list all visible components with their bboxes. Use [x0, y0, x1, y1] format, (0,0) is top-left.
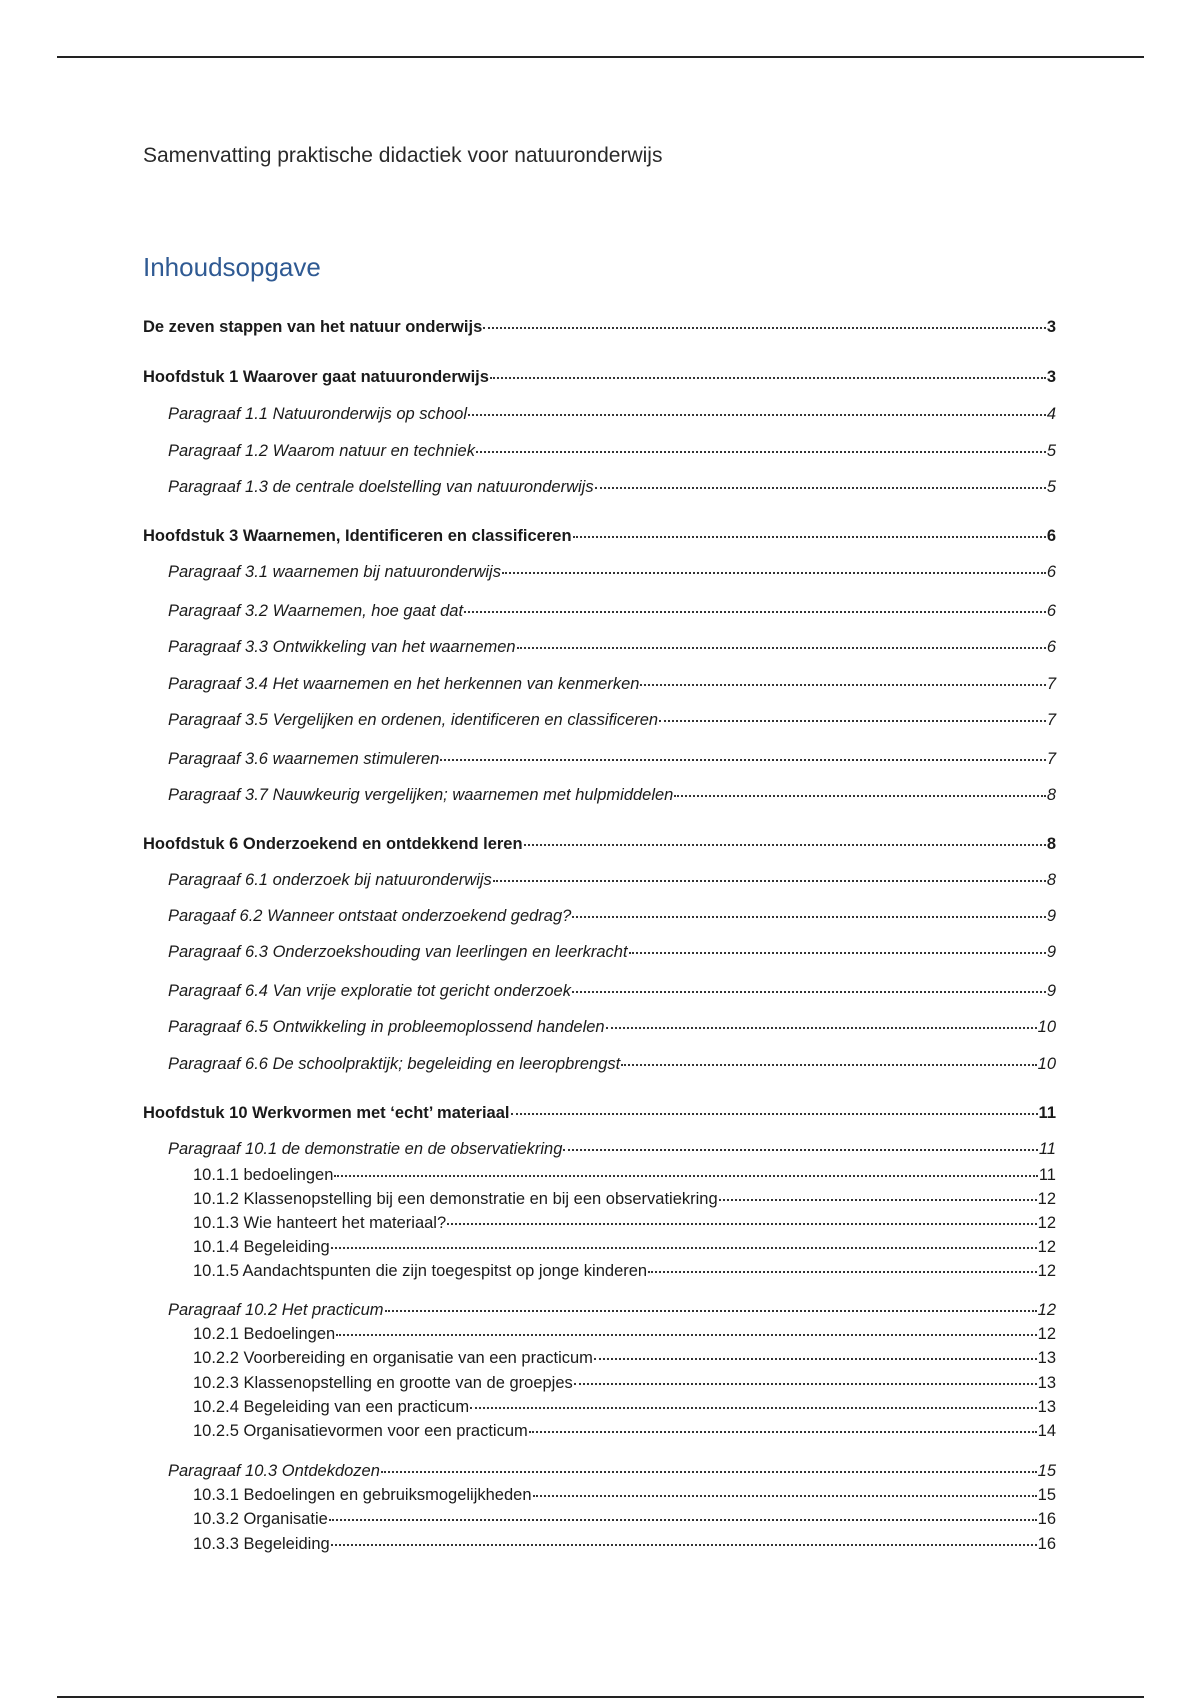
toc-entry-title: Paragraaf 3.4 Het waarnemen en het herkennen van kenmerken [168, 675, 640, 693]
toc-entry-title: Paragaaf 6.2 Wanneer ontstaat onderzoekend gedrag? [168, 907, 572, 925]
toc-entry-page: 6 [1046, 527, 1056, 545]
toc-entry[interactable] [193, 1166, 1056, 1185]
toc-entry-page: 12 [1037, 1301, 1056, 1319]
toc-entry-title: Paragraaf 3.6 waarnemen stimuleren [168, 750, 440, 768]
toc-entry[interactable] [193, 1238, 1056, 1257]
toc-dot-leader [447, 1223, 1036, 1225]
toc-entry-title: 10.3.3 Begeleiding [193, 1535, 330, 1553]
toc-entry[interactable] [193, 1398, 1056, 1417]
toc-entry-page: 7 [1046, 750, 1056, 768]
toc-entry[interactable] [143, 368, 1056, 387]
toc-entry-page: 11 [1038, 1166, 1056, 1184]
toc-dot-leader [529, 1431, 1037, 1433]
toc-entry-title: 10.1.4 Begeleiding [193, 1238, 330, 1256]
toc-entry[interactable] [168, 1018, 1056, 1037]
toc-dot-leader [659, 720, 1046, 722]
toc-entry-page: 13 [1037, 1349, 1056, 1367]
toc-dot-leader [719, 1199, 1037, 1201]
toc-dot-leader [490, 377, 1046, 379]
toc-entry-page: 9 [1046, 943, 1056, 961]
toc-dot-leader [493, 880, 1046, 882]
toc-entry-page: 8 [1046, 871, 1056, 889]
toc-entry-title: Paragraaf 6.6 De schoolpraktijk; begeleiding en leeropbrengst [168, 1055, 621, 1073]
toc-entry-title: Paragraaf 3.3 Ontwikkeling van het waarnemen [168, 638, 516, 656]
toc-dot-leader [464, 611, 1046, 613]
toc-entry[interactable] [143, 318, 1056, 337]
toc-entry[interactable] [193, 1349, 1056, 1368]
toc-entry[interactable] [168, 1140, 1056, 1159]
toc-dot-leader [483, 327, 1046, 329]
toc-entry-title: Hoofdstuk 6 Onderzoekend en ontdekkend leren [143, 835, 523, 853]
toc-entry-page: 13 [1037, 1374, 1056, 1392]
toc-dot-leader [511, 1113, 1038, 1115]
footer-rule [57, 1696, 1144, 1698]
toc-entry[interactable] [168, 563, 1056, 582]
toc-entry-title: Paragraaf 1.3 de centrale doelstelling van natuuronderwijs [168, 478, 594, 496]
toc-entry-page: 6 [1046, 638, 1056, 656]
toc-entry[interactable] [193, 1486, 1056, 1505]
toc-entry-title: Paragraaf 6.5 Ontwikkeling in probleemoplossend handelen [168, 1018, 605, 1036]
toc-dot-leader [563, 1149, 1037, 1151]
toc-entry-page: 6 [1046, 602, 1056, 620]
toc-entry-page: 12 [1037, 1214, 1056, 1232]
toc-entry-page: 7 [1046, 711, 1056, 729]
toc-dot-leader [594, 1358, 1037, 1360]
toc-entry-title: Paragraaf 10.2 Het practicum [168, 1301, 384, 1319]
toc-dot-leader [595, 487, 1046, 489]
toc-dot-leader [629, 952, 1046, 954]
document-title: Samenvatting praktische didactiek voor natuuronderwijs [143, 144, 663, 167]
toc-dot-leader [331, 1544, 1037, 1546]
toc-entry-title: Paragraaf 10.1 de demonstratie en de observatiekring [168, 1140, 563, 1158]
toc-entry[interactable] [168, 442, 1056, 461]
toc-entry[interactable] [143, 527, 1056, 546]
toc-entry-title: 10.1.1 bedoelingen [193, 1166, 334, 1184]
toc-entry-title: Paragraaf 3.5 Vergelijken en ordenen, identificeren en classificeren [168, 711, 659, 729]
toc-entry[interactable] [193, 1325, 1056, 1344]
toc-dot-leader [572, 916, 1045, 918]
toc-dot-leader [381, 1471, 1037, 1473]
toc-entry-title: Paragraaf 1.1 Natuuronderwijs op school [168, 405, 468, 423]
toc-entry-page: 3 [1046, 318, 1056, 336]
toc-entry-page: 7 [1046, 675, 1056, 693]
toc-dot-leader [574, 1383, 1037, 1385]
toc-entry[interactable] [193, 1262, 1056, 1281]
toc-dot-leader [674, 795, 1045, 797]
toc-entry-page: 11 [1038, 1140, 1056, 1158]
toc-entry-title: 10.2.4 Begeleiding van een practicum [193, 1398, 470, 1416]
toc-entry-page: 12 [1037, 1190, 1056, 1208]
toc-dot-leader [331, 1247, 1037, 1249]
toc-entry-title: Hoofdstuk 1 Waarover gaat natuuronderwijs [143, 368, 489, 386]
toc-entry[interactable] [168, 907, 1056, 926]
toc-dot-leader [621, 1064, 1036, 1066]
toc-entry[interactable] [168, 786, 1056, 805]
toc-entry[interactable] [193, 1510, 1056, 1529]
toc-entry-title: Paragraaf 6.3 Onderzoekshouding van leerlingen en leerkracht [168, 943, 628, 961]
toc-entry-title: Paragraaf 6.4 Van vrije exploratie tot gericht onderzoek [168, 982, 571, 1000]
toc-entry-title: 10.2.5 Organisatievormen voor een practicum [193, 1422, 528, 1440]
toc-entry-page: 10 [1037, 1018, 1056, 1036]
toc-entry[interactable] [143, 835, 1056, 854]
toc-entry[interactable] [168, 750, 1056, 769]
toc-entry-page: 15 [1037, 1462, 1056, 1480]
toc-dot-leader [648, 1271, 1037, 1273]
toc-entry[interactable] [168, 982, 1056, 1001]
toc-dot-leader [385, 1310, 1037, 1312]
toc-entry-page: 16 [1037, 1510, 1056, 1528]
toc-heading: Inhoudsopgave [143, 252, 321, 282]
toc-dot-leader [572, 991, 1046, 993]
toc-entry-page: 16 [1037, 1535, 1056, 1553]
toc-entry[interactable] [193, 1190, 1056, 1209]
toc-entry-page: 15 [1037, 1486, 1056, 1504]
toc-entry[interactable] [168, 1301, 1056, 1320]
toc-entry-page: 4 [1046, 405, 1056, 423]
toc-entry[interactable] [168, 602, 1056, 621]
toc-entry[interactable] [168, 478, 1056, 497]
toc-dot-leader [470, 1407, 1037, 1409]
toc-dot-leader [336, 1334, 1036, 1336]
toc-entry[interactable] [168, 711, 1056, 730]
toc-entry-title: 10.1.2 Klassenopstelling bij een demonstratie en bij een observatiekring [193, 1190, 718, 1208]
toc-entry-page: 8 [1046, 786, 1056, 804]
toc-entry[interactable] [193, 1374, 1056, 1393]
toc-entry-title: Paragraaf 3.2 Waarnemen, hoe gaat dat [168, 602, 464, 620]
toc-entry[interactable] [168, 1055, 1056, 1074]
toc-entry[interactable] [168, 1462, 1056, 1481]
toc-entry-title: Paragraaf 3.7 Nauwkeurig vergelijken; waarnemen met hulpmiddelen [168, 786, 674, 804]
toc-dot-leader [329, 1519, 1037, 1521]
toc-entry-title: 10.1.5 Aandachtspunten die zijn toegespitst op jonge kinderen [193, 1262, 648, 1280]
toc-dot-leader [573, 536, 1046, 538]
toc-dot-leader [524, 844, 1046, 846]
toc-entry-title: 10.1.3 Wie hanteert het materiaal? [193, 1214, 447, 1232]
toc-entry-title: Paragraaf 3.1 waarnemen bij natuuronderwijs [168, 563, 501, 581]
toc-entry-title: Hoofdstuk 10 Werkvormen met ‘echt’ materiaal [143, 1104, 510, 1122]
toc-dot-leader [476, 451, 1046, 453]
toc-entry-page: 3 [1046, 368, 1056, 386]
toc-dot-leader [640, 684, 1045, 686]
toc-entry[interactable] [168, 405, 1056, 424]
toc-entry-title: Paragraaf 6.1 onderzoek bij natuuronderwijs [168, 871, 492, 889]
toc-entry-title: De zeven stappen van het natuur onderwijs [143, 318, 483, 336]
toc-entry-page: 14 [1037, 1422, 1056, 1440]
toc-entry-title: 10.2.1 Bedoelingen [193, 1325, 336, 1343]
toc-entry-page: 5 [1046, 478, 1056, 496]
toc-entry-page: 9 [1046, 907, 1056, 925]
toc-entry-page: 12 [1037, 1238, 1056, 1256]
toc-entry[interactable] [193, 1214, 1056, 1233]
toc-entry[interactable] [168, 638, 1056, 657]
toc-dot-leader [606, 1027, 1037, 1029]
toc-dot-leader [533, 1495, 1037, 1497]
toc-entry-page: 11 [1038, 1104, 1056, 1122]
toc-entry-title: Hoofdstuk 3 Waarnemen, Identificeren en classificeren [143, 527, 572, 545]
toc-dot-leader [440, 759, 1045, 761]
toc-dot-leader [334, 1175, 1037, 1177]
toc-entry-title: 10.2.2 Voorbereiding en organisatie van een practicum [193, 1349, 593, 1367]
toc-entry-page: 12 [1037, 1262, 1056, 1280]
toc-entry-page: 10 [1037, 1055, 1056, 1073]
toc-entry-page: 9 [1046, 982, 1056, 1000]
toc-dot-leader [517, 647, 1046, 649]
toc-entry[interactable] [193, 1535, 1056, 1554]
toc-entry-page: 13 [1037, 1398, 1056, 1416]
toc-entry-page: 8 [1046, 835, 1056, 853]
toc-entry-title: Paragraaf 10.3 Ontdekdozen [168, 1462, 380, 1480]
toc-entry-title: Paragraaf 1.2 Waarom natuur en techniek [168, 442, 475, 460]
toc-entry-title: 10.3.2 Organisatie [193, 1510, 328, 1528]
toc-entry-page: 6 [1046, 563, 1056, 581]
toc-entry-title: 10.3.1 Bedoelingen en gebruiksmogelijkheden [193, 1486, 532, 1504]
toc-entry[interactable] [193, 1422, 1056, 1441]
toc-entry-page: 12 [1037, 1325, 1056, 1343]
toc-entry[interactable] [168, 675, 1056, 694]
toc-dot-leader [468, 414, 1046, 416]
toc-entry[interactable] [168, 943, 1056, 962]
toc-entry[interactable] [168, 871, 1056, 890]
toc-dot-leader [502, 572, 1046, 574]
toc-entry-page: 5 [1046, 442, 1056, 460]
toc-entry-title: 10.2.3 Klassenopstelling en grootte van de groepjes [193, 1374, 573, 1392]
toc-entry[interactable] [143, 1104, 1056, 1123]
